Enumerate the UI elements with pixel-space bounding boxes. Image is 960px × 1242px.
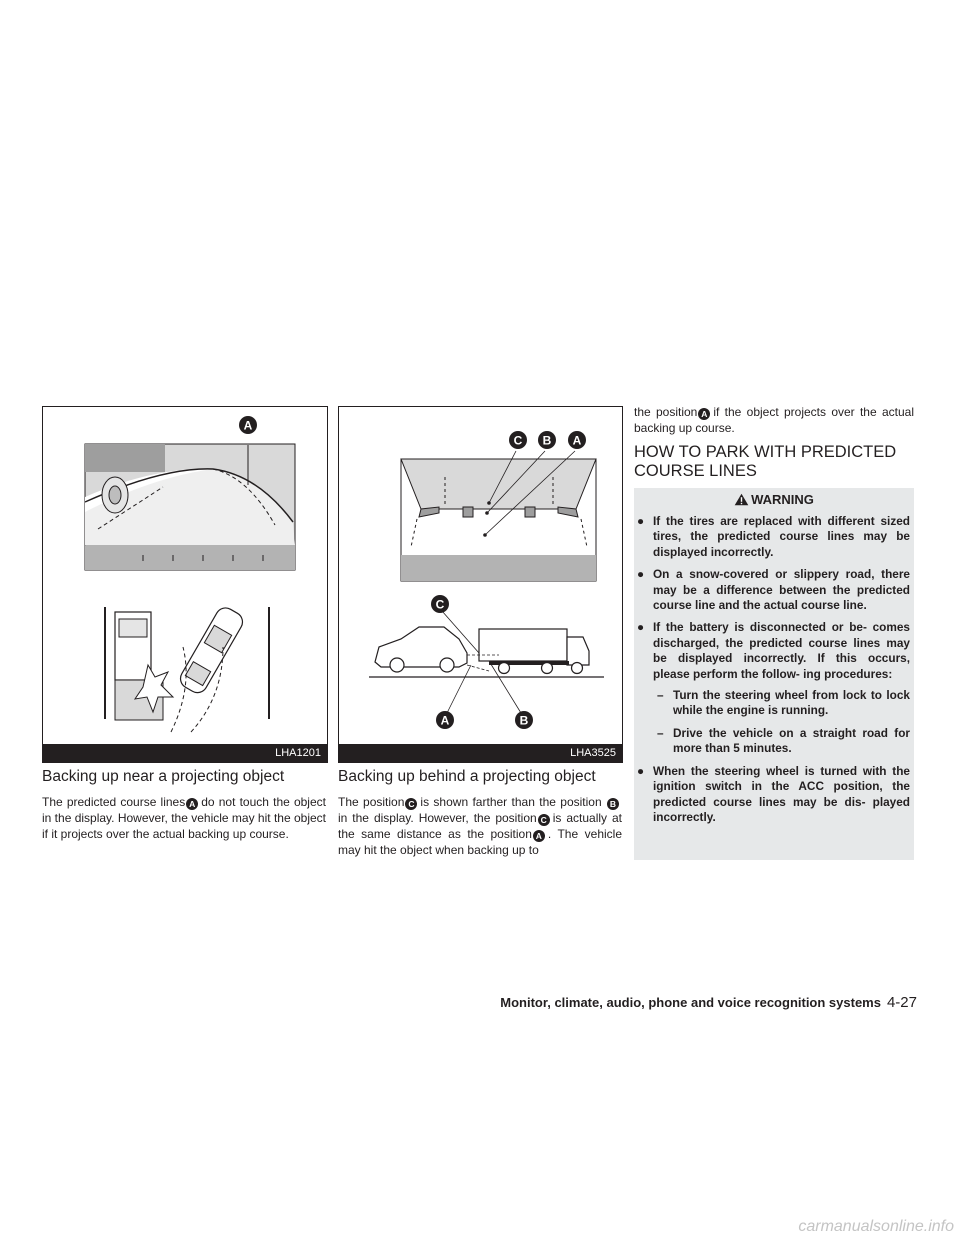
procedure-item-text: Drive the vehicle on a straight road for more than 5 minutes. <box>673 725 910 756</box>
paragraph-backing-behind-projecting <box>338 794 622 858</box>
page-number: 4-27 <box>886 994 917 1011</box>
heading-how-to-park <box>634 443 924 481</box>
warning-title-text: WARNING <box>751 492 814 507</box>
watermark: carmanualsonline.info <box>798 1218 954 1235</box>
para1-text-start: The predicted course lines <box>42 795 186 809</box>
callout-badge-c: C <box>405 798 417 810</box>
paragraph-backing-near-projecting <box>42 794 326 842</box>
figure1-callout-a: A <box>243 418 253 433</box>
para2-text-5: . The vehicle may hit the object when backing up to <box>338 827 622 857</box>
dash-icon: – <box>657 688 664 703</box>
heading-how-to-park-line2: COURSE LINES <box>634 462 757 480</box>
procedure-list <box>653 688 910 757</box>
heading-backing-near-projecting: Backing up near a projecting object <box>42 768 285 785</box>
figure2-callout-c-top: C <box>513 433 523 448</box>
paragraph-continued <box>634 404 914 436</box>
figure2-callout-b-top: B <box>542 433 552 448</box>
figure-projecting-object <box>42 406 328 763</box>
procedure-item-text: Turn the steering wheel from lock to lock while the engine is running. <box>673 688 910 718</box>
warning-item-snow <box>634 567 914 613</box>
para3-text-1: the position <box>634 405 698 419</box>
warning-item-acc <box>634 764 914 826</box>
heading-how-to-park-line1: HOW TO PARK WITH PREDICTED <box>634 443 897 461</box>
warning-box <box>634 488 914 860</box>
callout-badge-a: A <box>186 798 198 810</box>
procedure-item-drive <box>653 726 910 757</box>
callout-badge-b: B <box>607 798 619 810</box>
warning-title <box>634 490 914 510</box>
bullet-icon: ● <box>637 567 645 582</box>
warning-item-text: If the tires are replaced with different sized tires, the predicted course lines may be displayed incorrectly. <box>653 514 910 559</box>
heading-backing-behind-projecting: Backing up behind a projecting object <box>338 768 596 785</box>
dash-icon: – <box>657 725 664 740</box>
para1-text-end: do not touch the object in the display. However, the vehicle may hit the object if it projects over the actual backing up course. <box>42 795 326 841</box>
warning-triangle-icon <box>734 493 749 506</box>
para2-text-2: is shown farther than the position <box>420 795 602 809</box>
callout-badge-a-2: A <box>533 830 545 842</box>
figure-behind-illustration <box>339 407 622 744</box>
para2-text-1: The position <box>338 795 405 809</box>
figure2-callout-a-top: A <box>572 433 582 448</box>
warning-item-text: On a snow-covered or slippery road, there may be a difference between the predicted course line and the actual course line. <box>653 567 910 613</box>
footer-section-title: Monitor, climate, audio, phone and voice recognition systems <box>500 995 881 1010</box>
para2-text-4: is actually at the same distance as the position <box>338 811 622 841</box>
procedure-item-steering <box>653 688 910 719</box>
para3-text-2: if the object projects over the actual backing up course. <box>634 405 914 435</box>
warning-list <box>634 514 914 825</box>
figure-behind-object <box>338 406 623 763</box>
bullet-icon: ● <box>637 514 645 528</box>
para2-text-3: in the display. However, the position <box>338 811 537 825</box>
figure-projecting-illustration <box>43 407 327 744</box>
figure-code-lha3525: LHA3525 <box>339 744 622 762</box>
bullet-icon: ● <box>637 620 645 635</box>
bullet-icon: ● <box>637 763 645 778</box>
figure2-callout-b-side: B <box>519 713 529 728</box>
page-footer <box>500 994 917 1011</box>
warning-item-tires <box>634 514 914 560</box>
figure2-callout-a-side: A <box>440 713 450 728</box>
warning-item-text: If the battery is disconnected or be- comes discharged, the predicted course lines may be displayed incorrectly. If this occurs, please perform the follow- ing procedures: <box>653 620 910 681</box>
figure-code-lha1201: LHA1201 <box>43 744 327 762</box>
callout-badge-c-2: C <box>538 814 550 826</box>
warning-item-battery <box>634 620 914 756</box>
callout-badge-a-3: A <box>698 408 710 420</box>
figure2-callout-c-side: C <box>435 597 445 612</box>
warning-item-text: When the steering wheel is turned with the ignition switch in the ACC position, the predicted course lines may be dis- played incorrectly. <box>653 763 910 824</box>
